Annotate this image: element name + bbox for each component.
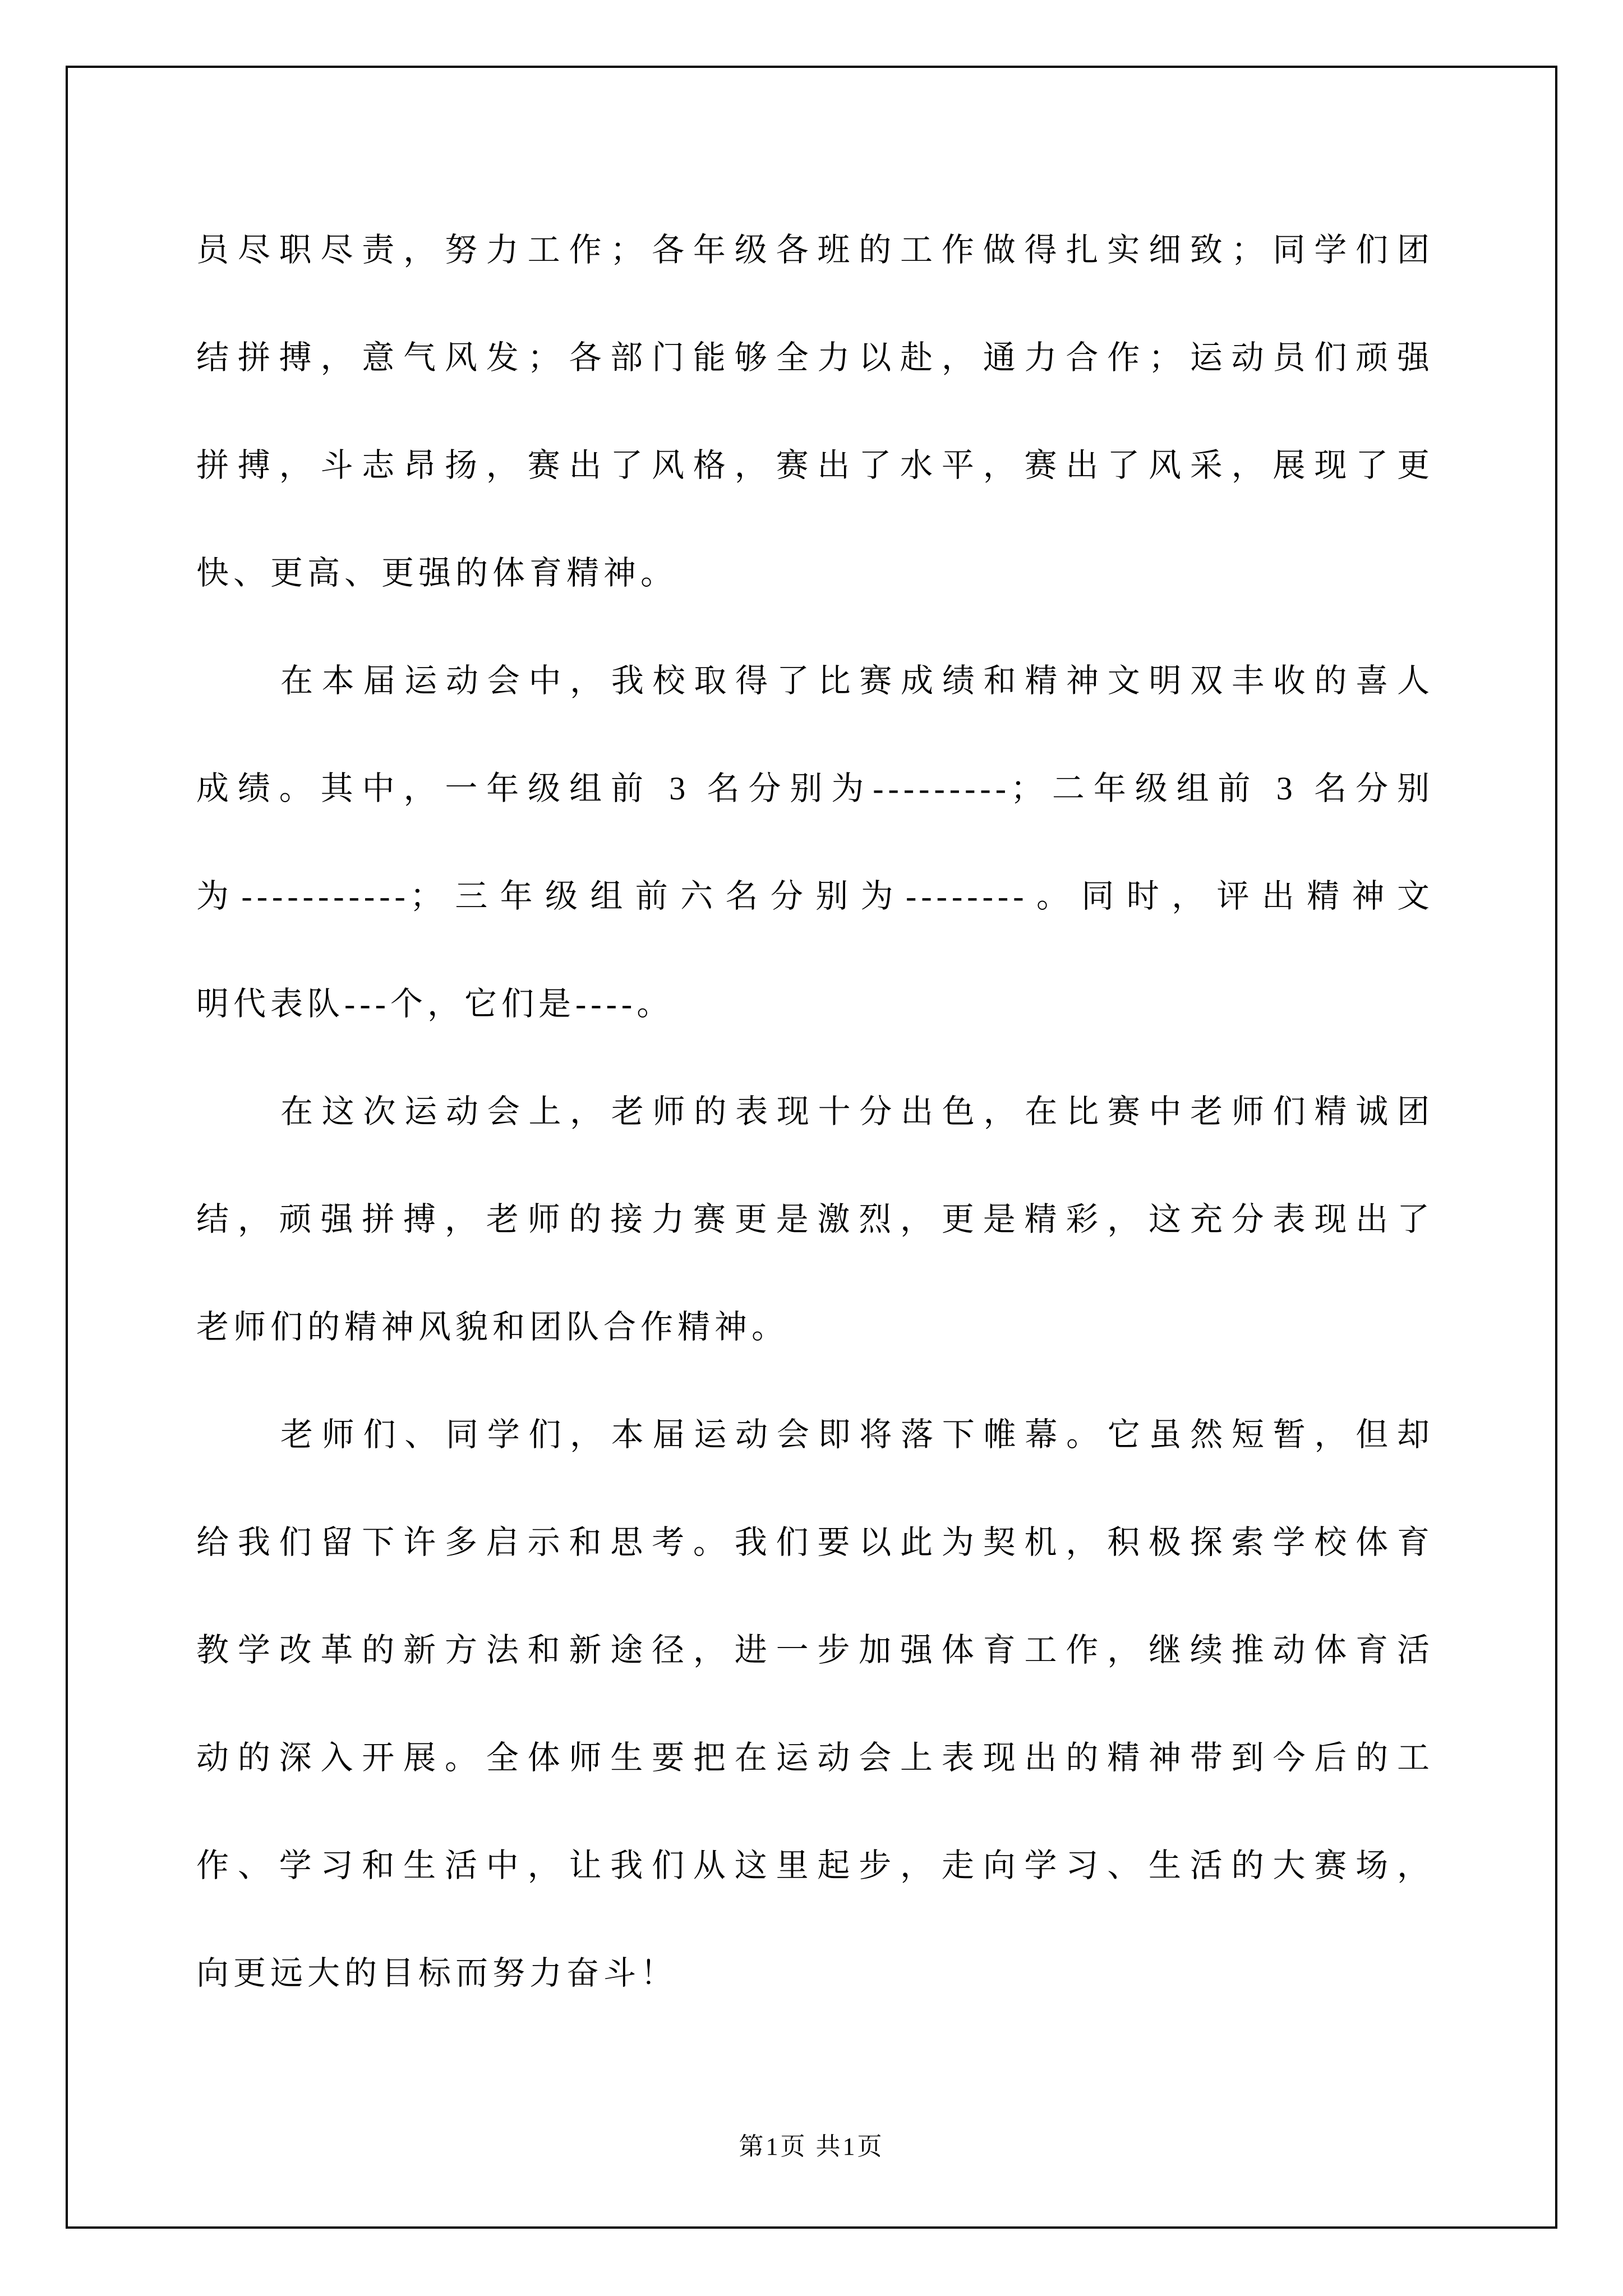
text-line: 向更远大的目标而努力奋斗！ xyxy=(196,1955,678,1991)
document-body xyxy=(196,196,1434,2027)
text-line: 为-----------；三年级组前六名分别为--------。同时，评出精神文 xyxy=(196,878,1434,914)
text-line: 在这次运动会上，老师的表现十分出色，在比赛中老师们精诚团 xyxy=(280,1093,1434,1130)
text-line: 教学改革的新方法和新途径，进一步加强体育工作，继续推动体育活 xyxy=(196,1632,1434,1668)
text-line: 动的深入开展。全体师生要把在运动会上表现出的精神带到今后的工 xyxy=(196,1740,1434,1776)
text-line: 成绩。其中，一年级组前 3 名分别为---------；二年级组前 3 名分别 xyxy=(196,770,1434,807)
text-line: 结拼搏，意气风发；各部门能够全力以赴，通力合作；运动员们顽强 xyxy=(196,339,1434,376)
text-line: 结，顽强拼搏，老师的接力赛更是激烈，更是精彩，这充分表现出了 xyxy=(196,1201,1434,1237)
text-line: 明代表队---个，它们是----。 xyxy=(196,986,674,1022)
text-line: 拼搏，斗志昂扬，赛出了风格，赛出了水平，赛出了风采，展现了更 xyxy=(196,447,1434,484)
text-line: 快、更高、更强的体育精神。 xyxy=(196,555,678,591)
text-line: 在本届运动会中，我校取得了比赛成绩和精神文明双丰收的喜人 xyxy=(280,662,1434,699)
text-line: 员尽职尽责，努力工作；各年级各班的工作做得扎实细致；同学们团 xyxy=(196,232,1434,268)
page-footer xyxy=(0,2126,1623,2162)
text-line: 老师们、同学们，本届运动会即将落下帷幕。它虽然短暂，但却 xyxy=(280,1416,1434,1453)
text-line: 作、学习和生活中，让我们从这里起步，走向学习、生活的大赛场， xyxy=(196,1847,1434,1884)
page-number-label: 第1页 共1页 xyxy=(739,2133,884,2160)
text-line: 老师们的精神风貌和团队合作精神。 xyxy=(196,1309,789,1345)
text-line: 给我们留下许多启示和思考。我们要以此为契机，积极探索学校体育 xyxy=(196,1524,1434,1561)
